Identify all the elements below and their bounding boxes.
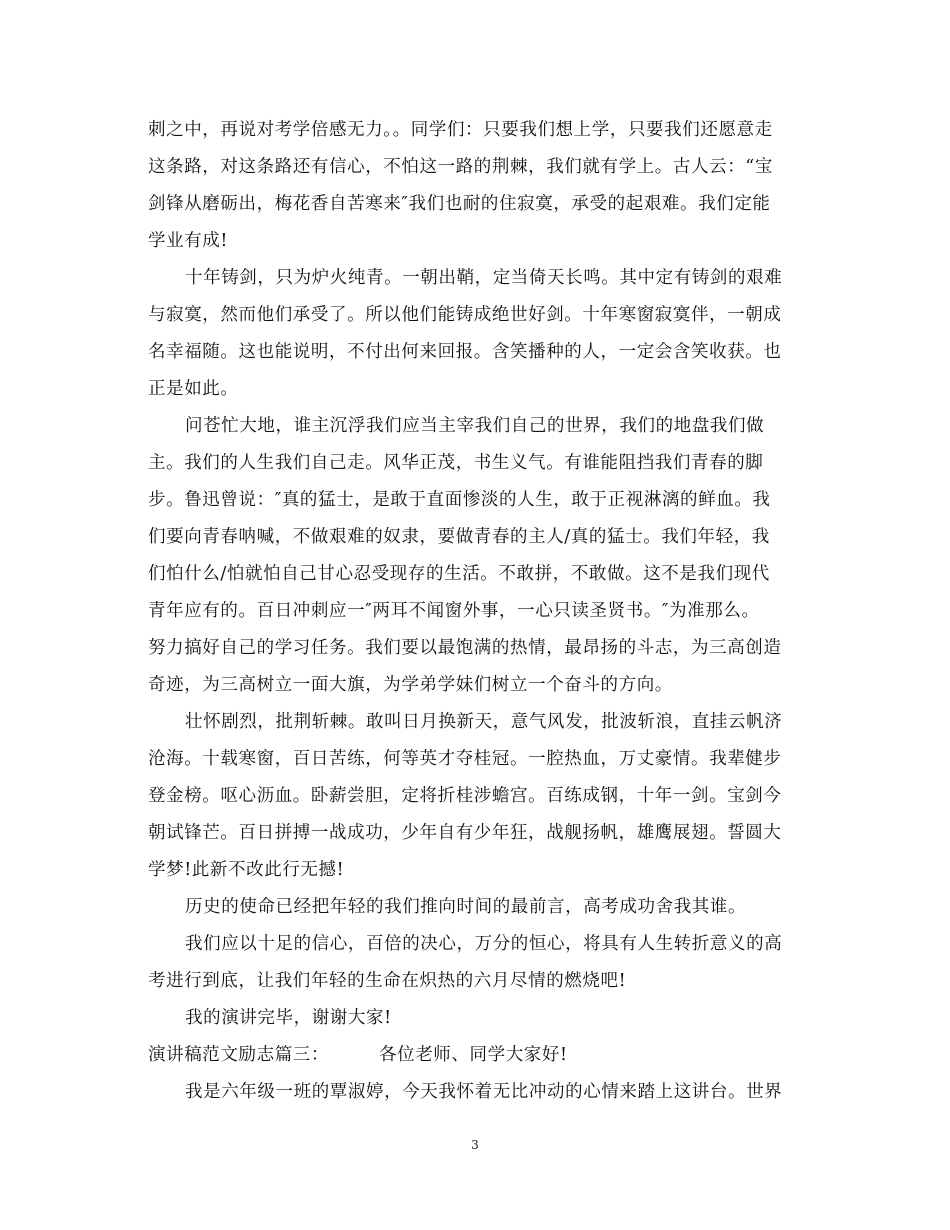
text-line: 刺之中，再说对考学倍感无力。。同学们：只要我们想上学，只要我们还愿意走 — [148, 120, 773, 140]
section-heading-title: 演讲稿范文励志篇三： — [148, 1045, 329, 1065]
text-line: 名幸福随。这也能说明，不付出何来回报。含笑播种的人，一定会含笑收获。也 — [148, 342, 782, 362]
text-line: 们怕什么/怕就怕自己甘心忍受现存的生活。不敢拼，不敢做。这不是我们现代 — [148, 564, 770, 584]
text-line: 们要向青春呐喊，不做艰难的奴隶，要做青春的主人/真的猛士。我们年轻，我 — [148, 527, 770, 547]
page-number: 3 — [471, 1138, 479, 1152]
text-line: 十年铸剑，只为炉火纯青。一朝出鞘，定当倚天长鸣。其中定有铸剑的艰难 — [185, 268, 783, 288]
text-line: 问苍忙大地，谁主沉浮我们应当主宰我们自己的世界，我们的地盘我们做 — [185, 416, 765, 436]
text-line: 这条路，对这条路还有信心，不怕这一路的荆棘，我们就有学上。古人云：“宝 — [148, 157, 773, 177]
text-line: 步。鲁迅曾说：″真的猛士，是敢于直面惨淡的人生，敢于正视淋漓的鲜血。我 — [148, 490, 771, 510]
text-line: 我是六年级一班的覃淑婷，今天我怀着无比冲动的心情来踏上这讲台。世界 — [185, 1082, 783, 1102]
text-line: 奇迹，为三高树立一面大旗，为学弟学妹们树立一个奋斗的方向。 — [148, 675, 673, 695]
text-line: 历史的使命已经把年轻的我们推向时间的最前言，高考成功舍我其谁。 — [185, 897, 747, 917]
text-line: 学梦!此新不改此行无撼! — [148, 860, 345, 880]
text-line: 我们应以十足的信心，百倍的决心，万分的恒心，将具有人生转折意义的高 — [185, 934, 783, 954]
text-line: 与寂寞，然而他们承受了。所以他们能铸成绝世好剑。十年寒窗寂寞伴，一朝成 — [148, 305, 782, 325]
text-line: 沧海。十载寒窗，百日苦练，何等英才夺桂冠。一腔热血，万丈豪情。我辈健步 — [148, 749, 782, 769]
text-line: 青年应有的。百日冲刺应一″两耳不闻窗外事，一心只读圣贤书。″为准那么。 — [148, 601, 760, 621]
text-line: 努力搞好自己的学习任务。我们要以最饱满的热情，最昂扬的斗志，为三高创造 — [148, 638, 782, 658]
section-heading-greeting: 各位老师、同学大家好! — [379, 1045, 568, 1065]
text-line: 正是如此。 — [148, 379, 239, 399]
section-heading — [148, 1037, 802, 1074]
text-line: 我的演讲完毕，谢谢大家! — [185, 1008, 392, 1028]
text-line: 主。我们的人生我们自己走。风华正茂，书生义气。有谁能阻挡我们青春的脚 — [148, 453, 764, 473]
text-line: 考进行到底，让我们年轻的生命在炽热的六月尽情的燃烧吧! — [148, 971, 627, 991]
text-line: 朝试锋芒。百日拼搏一战成功，少年自有少年狂，战舰扬帆，雄鹰展翅。誓圆大 — [148, 823, 782, 843]
text-line: 剑锋从磨砺出，梅花香自苦寒来″我们也耐的住寂寞，承受的起艰难。我们定能 — [148, 194, 771, 214]
text-line: 登金榜。呕心沥血。卧薪尝胆，定将折桂涉蟾宫。百练成钢，十年一剑。宝剑今 — [148, 786, 782, 806]
text-line: 学业有成! — [148, 231, 229, 251]
text-line: 壮怀剧烈，批荆斩棘。敢叫日月换新天，意气风发，批波斩浪，直挂云帆济 — [185, 712, 783, 732]
body-text — [148, 112, 802, 1111]
